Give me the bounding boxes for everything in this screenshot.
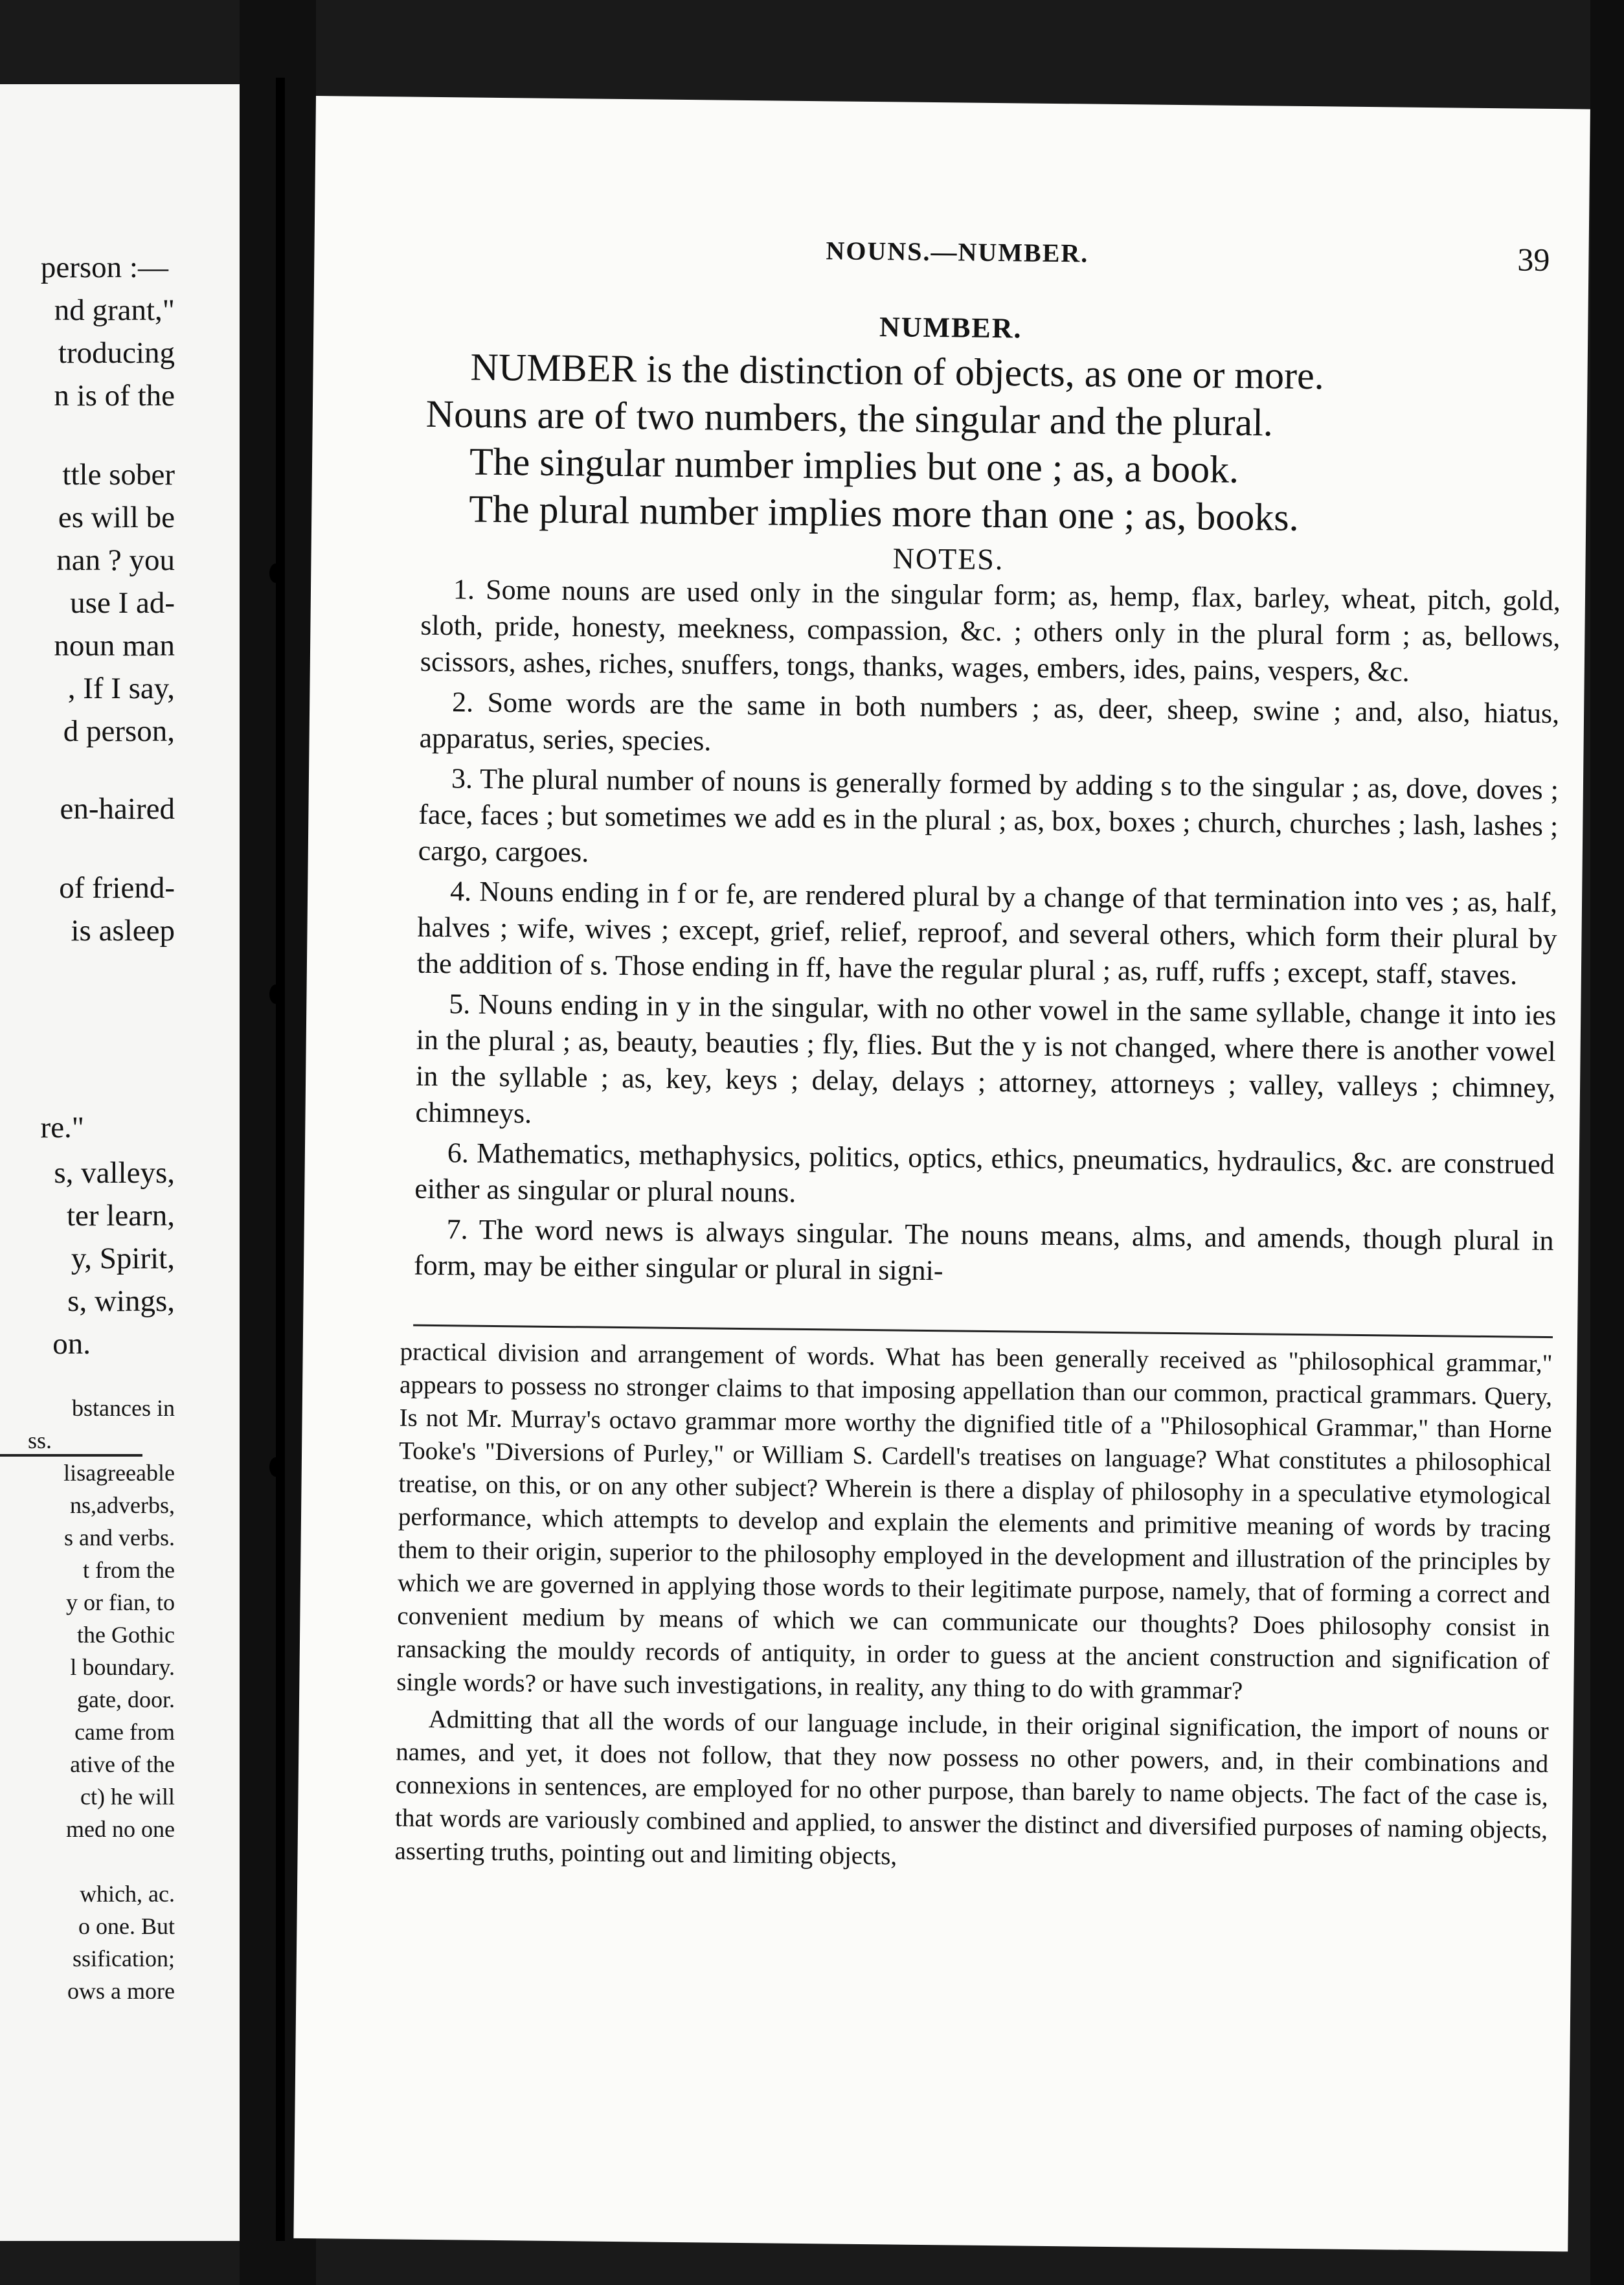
facing-page-fragment	[0, 84, 240, 2241]
facing-text-line: re."	[40, 1111, 84, 1144]
facing-footnote-rule	[0, 1454, 142, 1457]
facing-footnote-line: ns,adverbs,	[70, 1492, 175, 1518]
facing-text-line: s, wings,	[67, 1284, 175, 1318]
book-page	[293, 96, 1590, 2251]
facing-footnote-line: ssification;	[73, 1946, 175, 1972]
facing-footnote-line: y or fian, to	[66, 1589, 175, 1615]
facing-text-line: s, valleys,	[54, 1156, 175, 1190]
note-item: 3. The plural number of nouns is generally formed by adding s to the singular ; as, dove, doves ; face, faces ; but sometimes we add es in the plural ; as, box, boxes ; church, churches ; lash, lashes ; cargo, cargoes.	[418, 762, 1559, 869]
facing-footnote-line: o one. But	[78, 1913, 175, 1939]
scan-edge	[1590, 0, 1624, 2285]
note-item: 2. Some words are the same in both numbers ; as, deer, sheep, swine ; and, also, hiatus, apparatus, series, species.	[419, 686, 1560, 757]
facing-footnote-line: ss.	[27, 1427, 52, 1453]
note-item: 4. Nouns ending in f or fe, are rendered plural by a change of that termination into ves ; as, half, halves ; wife, wives ; except, grief, relief, reproof, and several others, which form their plural by the addition of s. Those ending in ff, have the regular plural ; as, ruff, ruffs ; except, staff, staves.	[416, 875, 1558, 991]
definitions	[425, 343, 1566, 544]
footnote-rule	[413, 1324, 1553, 1338]
facing-text-line: y, Spirit,	[71, 1242, 175, 1275]
facing-text-line: ter learn,	[66, 1199, 175, 1233]
definition-line: NUMBER is the distinction of objects, as one or more.	[470, 345, 1325, 398]
facing-text-line: nd grant,"	[54, 293, 175, 327]
definition-line: The singular number implies but one ; as, a book.	[469, 440, 1239, 491]
facing-text-line: noun man	[54, 629, 175, 663]
section-heading: NUMBER.	[879, 311, 1022, 345]
facing-footnote-line: came from	[74, 1719, 175, 1745]
binding-mark	[269, 1457, 282, 1477]
binding-shadow	[276, 78, 285, 2241]
facing-text-line: n is of the	[54, 379, 175, 413]
facing-text-line: on.	[52, 1327, 91, 1361]
facing-text-line: nan ? you	[56, 543, 175, 577]
definition-line: Nouns are of two numbers, the singular and the plural.	[425, 392, 1274, 444]
running-head: NOUNS.—NUMBER.	[826, 236, 1089, 268]
footnote-paragraph: Admitting that all the words of our language include, in their original signification, the import of nouns or names, and yet, it does not follow, that they now possess no other powers, and, in their combinations and connexions in sentences, are employed for no other purpose, than barely to name objects. The fact of the case is, that words are variously combined and applied, to answer the distinct and diversified purposes of naming objects, asserting truths, pointing out and limiting objects,	[394, 1705, 1549, 1870]
facing-footnote-line: gate, door.	[77, 1687, 175, 1712]
binding-mark	[269, 984, 282, 1004]
facing-text-line: of friend-	[59, 871, 175, 905]
facing-text-line: person :—	[40, 251, 168, 284]
facing-text-line: d person,	[63, 714, 175, 748]
note-item: 1. Some nouns are used only in the singular form; as, hemp, flax, barley, wheat, pitch, gold, sloth, pride, honesty, meekness, compassion, &c. ; others only in the plural form ; as, bellows, scissors, ashes, riches, snuffers, tongs, thanks, wages, embers, ides, pains, vespers, &c.	[420, 573, 1561, 688]
facing-footnote-line: which, ac.	[80, 1881, 175, 1907]
facing-footnote-line: ct) he will	[80, 1784, 175, 1810]
binding-mark	[269, 563, 282, 583]
note-item: 6. Mathematics, methaphysics, politics, optics, ethics, pneumatics, hydraulics, &c. are construed either as singular or plural nouns.	[414, 1137, 1555, 1209]
facing-footnote-line: ows a more	[67, 1978, 175, 2004]
facing-footnote-line: med no one	[66, 1816, 175, 1842]
facing-footnote-line: s and verbs.	[64, 1525, 175, 1551]
footnote	[394, 1335, 1553, 1880]
facing-footnote-line: lisagreeable	[63, 1460, 175, 1486]
facing-footnote-line: ative of the	[70, 1751, 175, 1777]
facing-footnote-line: l boundary.	[70, 1654, 175, 1680]
facing-text-line: ttle sober	[62, 458, 175, 492]
note-item: 7. The word news is always singular. The nouns means, alms, and amends, though plural in form, may be either singular or plural in signi-	[413, 1213, 1554, 1287]
facing-text-line: troducing	[58, 336, 175, 370]
facing-footnote-line: the Gothic	[77, 1622, 175, 1648]
facing-text-line: is asleep	[71, 914, 175, 948]
facing-footnote-line: bstances in	[72, 1395, 175, 1421]
facing-text-line: , If I say,	[67, 672, 175, 705]
note-item: 5. Nouns ending in y in the singular, with no other vowel in the same syllable, change it into ies in the plural ; as, beauty, beauties ; fly, flies. But the y is not changed, where there is another vowel in the syllable ; as, key, keys ; delay, delays ; attorney, attorneys ; valley, valleys ; chimney, chimneys.	[415, 988, 1557, 1130]
facing-text-line: en-haired	[60, 792, 175, 826]
notes-heading: NOTES.	[892, 541, 1004, 576]
facing-text-line: use I ad-	[70, 586, 175, 620]
definition-line: The plural number implies more than one ; as, books.	[468, 487, 1300, 539]
notes-list	[414, 571, 1561, 1299]
footnote-paragraph: practical division and arrangement of words. What has been generally received as "philosophical grammar," appears to possess no stronger claims to that imposing appellation than our common, practical grammars. Query, Is not Mr. Murray's octavo grammar more worthy the dignified title of a "Philosophical Grammar," than Horne Tooke's "Diversions of Purley," or William S. Cardell's treatises on language? What constitutes a philosophical treatise, on this, or on any other subject? Wherein is there a display of philosophy in a speculative etymological performance, which attempts to develop and explain the elements and primitive meaning of words by tracing them to their origin, superior to the philosophy employed in the development and illustration of the principles by which we are governed in applying those words to their legitimate purpose, namely, that of forming a correct and convenient medium by means of which we can communicate our thoughts? Does philosophy consist in ransacking the mouldy records of antiquity, in order to guess at the ancient construction and signification of single words? or have such investigations, in reality, any thing to do with grammar?	[396, 1337, 1553, 1705]
page-number: 39	[1517, 241, 1550, 278]
facing-text-line: es will be	[58, 501, 175, 534]
facing-footnote-line: t from the	[83, 1557, 175, 1583]
